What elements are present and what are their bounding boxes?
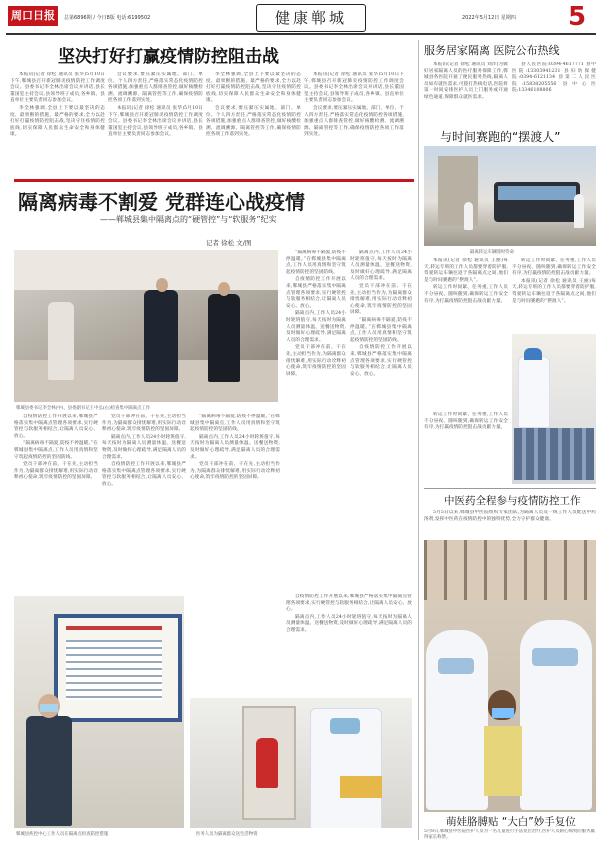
photo-officials-inspection xyxy=(14,250,278,402)
ferryman-headline: 与时间赛跑的“摆渡人” xyxy=(440,130,561,144)
feature-subheadline: ——郸城县集中隔离点的“硬管控”与“软服务”纪实 xyxy=(100,215,277,224)
feature-column-1: “隔离病毒不隔爱,防疫不停温暖。”在郸城县集中隔离点,工作人员用真情和坚守筑起疫情防控的坚固防线。 自疫情防控工作开展以来,郸城县严格落实集中隔离点管理各项要求,实行硬管控与软服务相结合,让隔离人员安心、放心。 隔离点内,工作人员24小时轮班值守,每天按时为隔离人员测量体温、送餐送物资,及时做好心理疏导,满足隔离人员的合理需求。 党员干部冲在前、干在先,主动担当作为,为隔离群众排忧解难,用实际行动诠释初心使命,筑牢疫情防控的坚固屏障。 xyxy=(286,250,346,377)
tcm-rule xyxy=(424,488,596,489)
photo1-caption: 郸城县委书记李全林(中)、县委副书记王中弘(右)检查集中隔离点工作 xyxy=(16,406,151,411)
date-line: 2022年5月12日 星期四 xyxy=(462,15,516,21)
ferryman-column-2: 转运工作时间紧、任务重,工作人员不分昼夜、随叫随到,确保转运工作安全有序,为打赢疫情防控阻击战贡献力量。 本报讯(记者 徐松 通讯员 王丽)每天,转运专班的工作人员都要穿着防护服,驾驶转运车辆往返于各隔离点之间,他们是与时间赛跑的“摆渡人”。 xyxy=(512,258,596,304)
issue-info: 总第6896期 / 今日8版 电话:6199502 xyxy=(64,15,151,21)
lead-column-1: 本报讯(记者 徐松 通讯员 张华)5月10日下午,郸城县召开新冠肺炎疫情防控工作调度会议。县委书记李全林出席会议并讲话,县长董国玺主持会议,县领导班子成员,各乡镇、县直单位主要负责同志参加会议。 李全林强调,全县上下要以最坚决的态度、最果断的措施、最严格的要求,全力以赴打好打赢疫情防控阻击战,坚决守住疫情防控底线,切实保障人民群众生命安全和身体健康。 xyxy=(10,72,105,138)
feature-column-6: 自疫情防控工作开展以来,郸城县严格落实集中隔离点管理各项要求,实行硬管控与软服务相结合,让隔离人员安心、放心。 隔离点内,工作人员24小时轮班值守,每天按时为隔离人员测量体温、送餐送物资,及时做好心理疏导,满足隔离人员的合理需求。 xyxy=(286,594,412,633)
feature-column-4: 党员干部冲在前、干在先,主动担当作为,为隔离群众排忧解难,用实际行动诠释初心使命,筑牢疫情防控的坚固屏障。 隔离点内,工作人员24小时轮班值守,每天按时为隔离人员测量体温、送餐送物资,及时做好心理疏导,满足隔离人员的合理需求。 自疫情防控工作开展以来,郸城县严格落实集中隔离点管理各项要求,实行硬管控与软服务相结合,让隔离人员安心、放心。 xyxy=(102,414,186,487)
feature-byline: 记者 徐松 文/图 xyxy=(206,239,252,247)
ferryman-column-3: 转运工作时间紧、任务重,工作人员不分昼夜、随叫随到,确保转运工作安全有序,为打赢疫情防控阻击战贡献力量。 xyxy=(424,412,508,431)
lead-headline: 坚决打好打赢疫情防控阻击战 xyxy=(58,47,279,67)
hotline-column-2: 县人民医院:0394-4617771 县中医院:13303941231 县妇幼保健院:0394-6121134 县第二人民医院:15838205556 县中心医院:13346108806 xyxy=(512,62,596,94)
section-title: 健康郸城 xyxy=(256,4,366,32)
photo2-caption: 郸城县疾控中心工作人员在隔离点检查防控措施 xyxy=(16,832,109,837)
photo-medical-delivery xyxy=(190,698,412,828)
newspaper-logo: 周口日报 xyxy=(8,6,58,26)
child-caption: 5月8日,郸城县中医院医护人员为一名儿童进行手法复位治疗,医护人员耐心细致的服务赢得家长称赞。 xyxy=(424,829,595,840)
photo-child-treatment xyxy=(424,540,596,812)
ferryman-column-1: 本报讯(记者 徐松 通讯员 王丽)每天,转运专班的工作人员都要穿着防护服,驾驶转运车辆往返于各隔离点之间,他们是与时间赛跑的“摆渡人”。 转运工作时间紧、任务重,工作人员不分昼夜、随叫随到,确保转运工作安全有序,为打赢疫情防控阻击战贡献力量。 xyxy=(424,258,508,304)
lead-column-3: 李全林强调,全县上下要以最坚决的态度、最果断的措施、最严格的要求,全力以赴打好打赢疫情防控阻击战,坚决守住疫情防控底线,切实保障人民群众生命安全和身体健康。 会议要求,要压紧压实属地、部门、单位、个人四方责任,严格落实常态化疫情防控各项措施,加强重点人群排查管控,做好核酸检测、流调溯源、隔离管控等工作,确保疫情防控各项工作落到实处。 xyxy=(206,72,301,138)
lead-column-4: 本报讯(记者 徐松 通讯员 张华)5月10日下午,郸城县召开新冠肺炎疫情防控工作调度会议。县委书记李全林出席会议并讲话,县长董国玺主持会议,县领导班子成员,各乡镇、县直单位主要负责同志参加会议。 会议要求,要压紧压实属地、部门、单位、个人四方责任,严格落实常态化疫情防控各项措施,加强重点人群排查管控,做好核酸检测、流调溯源、隔离管控等工作,确保疫情防控各项工作落到实处。 xyxy=(304,72,404,138)
hotline-headline: 服务居家隔离 医院公布热线 xyxy=(424,44,560,57)
photo-staff-noticeboard xyxy=(14,596,184,828)
child-headline: 萌娃胳膊贴 “大白”妙手复位 xyxy=(446,816,576,828)
header-rule xyxy=(6,33,596,35)
photo-transfer-bus xyxy=(424,146,596,246)
tcm-body: 5月5日以来,郸城县中医院组织专家团队,为隔离人员及一线工作人员配送中药汤剂,发挥中医药在疫情防控中的独特优势,全力守护群众健康。 xyxy=(424,510,596,522)
feature-column-2: 隔离点内,工作人员24小时轮班值守,每天按时为隔离人员测量体温、送餐送物资,及时做好心理疏导,满足隔离人员的合理需求。 党员干部冲在前、干在先,主动担当作为,为隔离群众排忧解难,用实际行动诠释初心使命,筑牢疫情防控的坚固屏障。 “隔离病毒不隔爱,防疫不停温暖。”在郸城县集中隔离点,工作人员用真情和坚守筑起疫情防控的坚固防线。 自疫情防控工作开展以来,郸城县严格落实集中隔离点管理各项要求,实行硬管控与软服务相结合,让隔离人员安心、放心。 xyxy=(350,250,412,377)
feature-column-3: 自疫情防控工作开展以来,郸城县严格落实集中隔离点管理各项要求,实行硬管控与软服务相结合,让隔离人员安心、放心。 “隔离病毒不隔爱,防疫不停温暖。”在郸城县集中隔离点,工作人员用真情和坚守筑起疫情防控的坚固防线。 党员干部冲在前、干在先,主动担当作为,为隔离群众排忧解难,用实际行动诠释初心使命,筑牢疫情防控的坚固屏障。 xyxy=(14,414,98,481)
tcm-headline: 中医药全程参与疫情防控工作 xyxy=(444,495,581,507)
bus-photo-caption: 隔离转运车辆随时待命 xyxy=(470,250,514,255)
column-divider xyxy=(418,40,419,840)
feature-column-5: “隔离病毒不隔爱,防疫不停温暖。”在郸城县集中隔离点,工作人员用真情和坚守筑起疫情防控的坚固防线。 隔离点内,工作人员24小时轮班值守,每天按时为隔离人员测量体温、送餐送物资,及时做好心理疏导,满足隔离人员的合理需求。 党员干部冲在前、干在先,主动担当作为,为隔离群众排忧解难,用实际行动诠释初心使命,筑牢疫情防控的坚固屏障。 xyxy=(190,414,280,481)
photo3-caption: 医务人员为隔离群众送生活物资 xyxy=(196,832,258,837)
feature-headline: 隔离病毒不割爱 党群连心战疫情 xyxy=(18,190,305,214)
page-number: 5 xyxy=(568,2,587,32)
lead-column-2: 会议要求,要压紧压实属地、部门、单位、个人四方责任,严格落实常态化疫情防控各项措施,加强重点人群排查管控,做好核酸检测、流调溯源、隔离管控等工作,确保疫情防控各项工作落到实处。 本报讯(记者 徐松 通讯员 张华)5月10日下午,郸城县召开新冠肺炎疫情防控工作调度会议。县委书记李全林出席会议并讲话,县长董国玺主持会议,县领导班子成员,各乡镇、县直单位主要负责同志参加会议。 xyxy=(108,72,203,138)
hotline-column-1: 本报讯(记者 徐松 通讯员 刘洋)为做好居家隔离人员的医疗服务保障工作,郸城县各医院开通了便民服务热线,隔离人员如有就医需求,可拨打热线电话,医院将第一时间安排医护人员上门服务或开通绿色通道,保障群众就医需求。 xyxy=(424,62,508,100)
photo-nurse-bags xyxy=(512,334,596,484)
